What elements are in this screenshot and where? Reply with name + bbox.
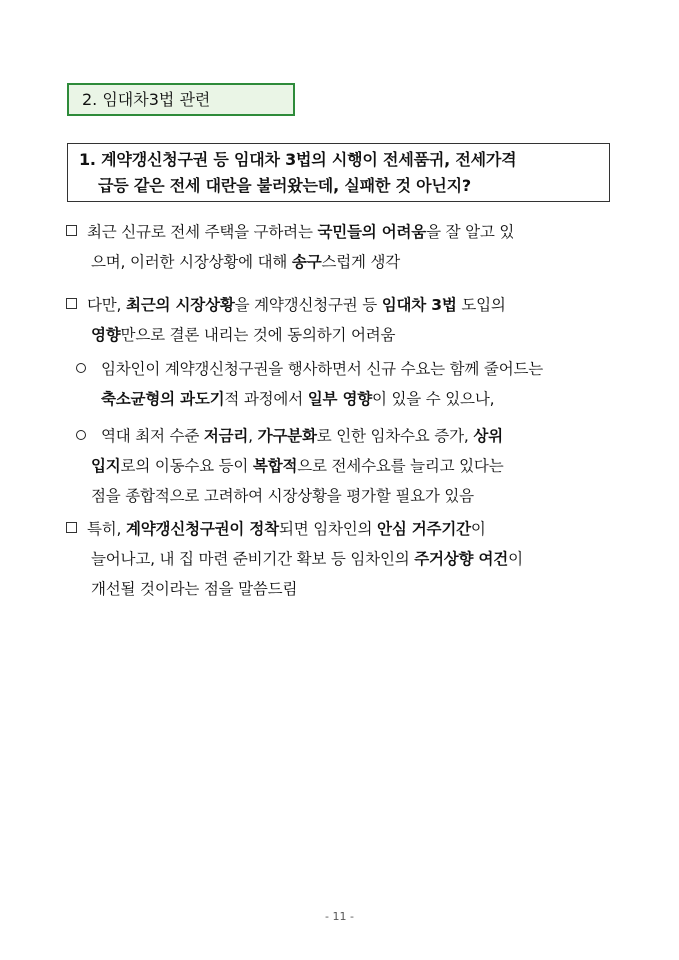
paragraph-1 bbox=[0, 217, 679, 277]
paragraph-1-line-1: 최근 신규로 전세 주택을 구하려는 국민들의 어려움을 잘 알고 있 bbox=[87, 223, 515, 241]
page-number: - 11 - bbox=[325, 910, 354, 923]
circle-bullet-icon bbox=[76, 363, 86, 373]
paragraph-2-line-2: 영향만으로 결론 내리는 것에 동의하기 어려움 bbox=[91, 326, 396, 344]
paragraph-1-line-2: 으며, 이러한 시장상황에 대해 송구스럽게 생각 bbox=[91, 253, 401, 271]
paragraph-3-line-1: 특히, 계약갱신청구권이 정착되면 임차인의 안심 거주기간이 bbox=[87, 520, 486, 538]
question-line-2: 급등 같은 전세 대란을 불러왔는데, 실패한 것 아닌지? bbox=[98, 176, 471, 195]
paragraph-3 bbox=[0, 514, 679, 604]
question-line-1: 1. 계약갱신청구권 등 임대차 3법의 시행이 전세품귀, 전세가격 bbox=[79, 150, 517, 169]
bullet-1-line-1: 임차인이 계약갱신청구권을 행사하면서 신규 수요는 함께 줄어드는 bbox=[101, 360, 544, 378]
bullet-2 bbox=[0, 421, 679, 511]
bullet-1-line-2: 축소균형의 과도기적 과정에서 일부 영향이 있을 수 있으나, bbox=[101, 390, 495, 408]
paragraph-2-line-1: 다만, 최근의 시장상황을 계약갱신청구권 등 임대차 3법 도입의 bbox=[87, 296, 506, 314]
bullet-2-line-3: 점을 종합적으로 고려하여 시장상황을 평가할 필요가 있음 bbox=[91, 487, 474, 505]
paragraph-3-line-3: 개선될 것이라는 점을 말씀드림 bbox=[91, 580, 298, 598]
bullet-1 bbox=[0, 354, 679, 414]
section-title: 2. 임대차3법 관련 bbox=[67, 83, 295, 116]
paragraph-2 bbox=[0, 290, 679, 350]
paragraph-3-line-2: 늘어나고, 내 집 마련 준비기간 확보 등 임차인의 주거상향 여건이 bbox=[91, 550, 523, 568]
bullet-2-line-1: 역대 최저 수준 저금리, 가구분화로 인한 임차수요 증가, 상위 bbox=[101, 427, 503, 445]
circle-bullet-icon bbox=[76, 430, 86, 440]
checkbox-square-icon bbox=[66, 298, 77, 309]
checkbox-square-icon bbox=[66, 522, 77, 533]
question-box bbox=[67, 143, 610, 202]
checkbox-square-icon bbox=[66, 225, 77, 236]
bullet-2-line-2: 입지로의 이동수요 등이 복합적으로 전세수요를 늘리고 있다는 bbox=[91, 457, 504, 475]
